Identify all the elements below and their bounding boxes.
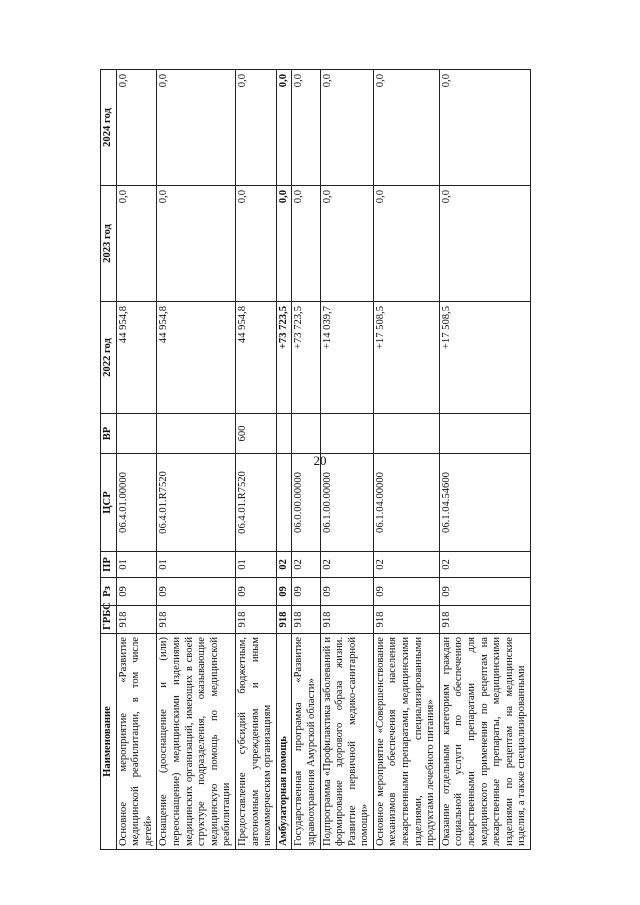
- cell-y2024: 0,0: [116, 70, 157, 186]
- header-csr: ЦСР: [101, 454, 117, 552]
- cell-rz: 09: [439, 578, 530, 606]
- cell-pr: 01: [235, 552, 276, 578]
- cell-grbs: 918: [439, 606, 530, 634]
- cell-y2024: 0,0: [373, 70, 439, 186]
- cell-csr: 06.4.01.R7520: [157, 454, 236, 552]
- cell-rz: 09: [276, 578, 292, 606]
- cell-pr: 02: [320, 552, 373, 578]
- cell-rz: 09: [235, 578, 276, 606]
- cell-y2023: 0,0: [439, 186, 530, 302]
- cell-y2024: 0,0: [157, 70, 236, 186]
- cell-y2022: +17 508,5: [373, 302, 439, 414]
- cell-y2022: +17 508,5: [439, 302, 530, 414]
- cell-y2022: 44 954,8: [157, 302, 236, 414]
- header-grbs: ГРБС: [101, 606, 117, 634]
- cell-csr: 06.1.04.54600: [439, 454, 530, 552]
- header-rz: Рз: [101, 578, 117, 606]
- cell-grbs: 918: [157, 606, 236, 634]
- table-header-row: [101, 70, 117, 850]
- cell-y2023: 0,0: [116, 186, 157, 302]
- cell-name: Государственная программа «Развитие здравоохранения Амурской области»: [292, 634, 320, 850]
- cell-vr: [320, 414, 373, 454]
- cell-name: Подпрограмма «Профилактика заболеваний и формирование здорового образа жизни. Развитие первичной медико-санитарной помощи»: [320, 634, 373, 850]
- cell-grbs: 918: [276, 606, 292, 634]
- budget-table: [100, 69, 531, 850]
- cell-rz: 09: [373, 578, 439, 606]
- cell-grbs: 918: [320, 606, 373, 634]
- header-pr: ПР: [101, 552, 117, 578]
- table-row: [292, 70, 320, 850]
- cell-y2022: 44 954,8: [235, 302, 276, 414]
- table-row: [157, 70, 236, 850]
- cell-csr: 06.4.01.R7520: [235, 454, 276, 552]
- cell-y2024: 0,0: [439, 70, 530, 186]
- cell-rz: 09: [116, 578, 157, 606]
- cell-pr: 02: [276, 552, 292, 578]
- cell-name: Оказание отдельным категориям граждан социальной услуги по обеспечению лекарственными препаратами для медицинского применения по рецептам на лекарственные препараты, медицинскими изделиями по рецептам на медицинские изделия, а также специализированными: [439, 634, 530, 850]
- header-2022: 2022 год: [101, 302, 117, 414]
- header-name: Наименование: [101, 634, 117, 850]
- cell-grbs: 918: [373, 606, 439, 634]
- cell-grbs: 918: [235, 606, 276, 634]
- cell-pr: 02: [439, 552, 530, 578]
- rotated-table-container: [100, 70, 528, 850]
- header-2024: 2024 год: [101, 70, 117, 186]
- table-row: [320, 70, 373, 850]
- cell-name: Оснащение (дооснащение и (или) переоснащение) медицинскими изделиями медицинских организаций, имеющих в своей структуре подразделения, оказывающие медицинскую помощь по медицинской реабилитации: [157, 634, 236, 850]
- cell-grbs: 918: [116, 606, 157, 634]
- cell-pr: 01: [157, 552, 236, 578]
- cell-csr: 06.1.00.00000: [320, 454, 373, 552]
- cell-grbs: 918: [292, 606, 320, 634]
- cell-rz: 09: [320, 578, 373, 606]
- cell-vr: [439, 414, 530, 454]
- cell-vr: [116, 414, 157, 454]
- cell-y2024: 0,0: [276, 70, 292, 186]
- cell-vr: [292, 414, 320, 454]
- cell-y2023: 0,0: [373, 186, 439, 302]
- cell-rz: 09: [157, 578, 236, 606]
- cell-name: Основное мероприятие «Совершенствование механизмов обеспечения населения лекарственными препаратами, медицинскими изделиями, специализированными продуктами лечебного питания»: [373, 634, 439, 850]
- cell-name: Предоставление субсидий бюджетным, автономным учреждениям и иным некоммерческим организациям: [235, 634, 276, 850]
- header-2023: 2023 год: [101, 186, 117, 302]
- page-number: 20: [313, 453, 327, 468]
- cell-y2023: 0,0: [292, 186, 320, 302]
- table-row: [235, 70, 276, 850]
- cell-vr: [373, 414, 439, 454]
- cell-y2022: +73 723,5: [292, 302, 320, 414]
- table-row: [373, 70, 439, 850]
- cell-rz: 09: [292, 578, 320, 606]
- cell-vr: 600: [235, 414, 276, 454]
- cell-vr: [157, 414, 236, 454]
- cell-csr: 06.4.01.00000: [116, 454, 157, 552]
- table-row: [276, 70, 292, 850]
- cell-name: Основное мероприятие «Развитие медицинской реабилитации, в том числе детей»: [116, 634, 157, 850]
- cell-y2024: 0,0: [292, 70, 320, 186]
- cell-name: Амбулаторная помощь: [276, 634, 292, 850]
- cell-y2022: +73 723,5: [276, 302, 292, 414]
- cell-pr: 01: [116, 552, 157, 578]
- cell-y2023: 0,0: [276, 186, 292, 302]
- cell-y2024: 0,0: [235, 70, 276, 186]
- cell-pr: 02: [373, 552, 439, 578]
- cell-csr: [276, 454, 292, 552]
- cell-csr: 06.0.00.00000: [292, 454, 320, 552]
- cell-csr: 06.1.04.00000: [373, 454, 439, 552]
- cell-y2024: 0,0: [320, 70, 373, 186]
- cell-y2022: 44 954,8: [116, 302, 157, 414]
- header-vr: ВР: [101, 414, 117, 454]
- cell-y2023: 0,0: [320, 186, 373, 302]
- table-body: [116, 70, 530, 850]
- cell-pr: 02: [292, 552, 320, 578]
- cell-y2023: 0,0: [235, 186, 276, 302]
- cell-y2022: +14 039,7: [320, 302, 373, 414]
- table-row: [116, 70, 157, 850]
- table-row: [439, 70, 530, 850]
- cell-y2023: 0,0: [157, 186, 236, 302]
- cell-vr: [276, 414, 292, 454]
